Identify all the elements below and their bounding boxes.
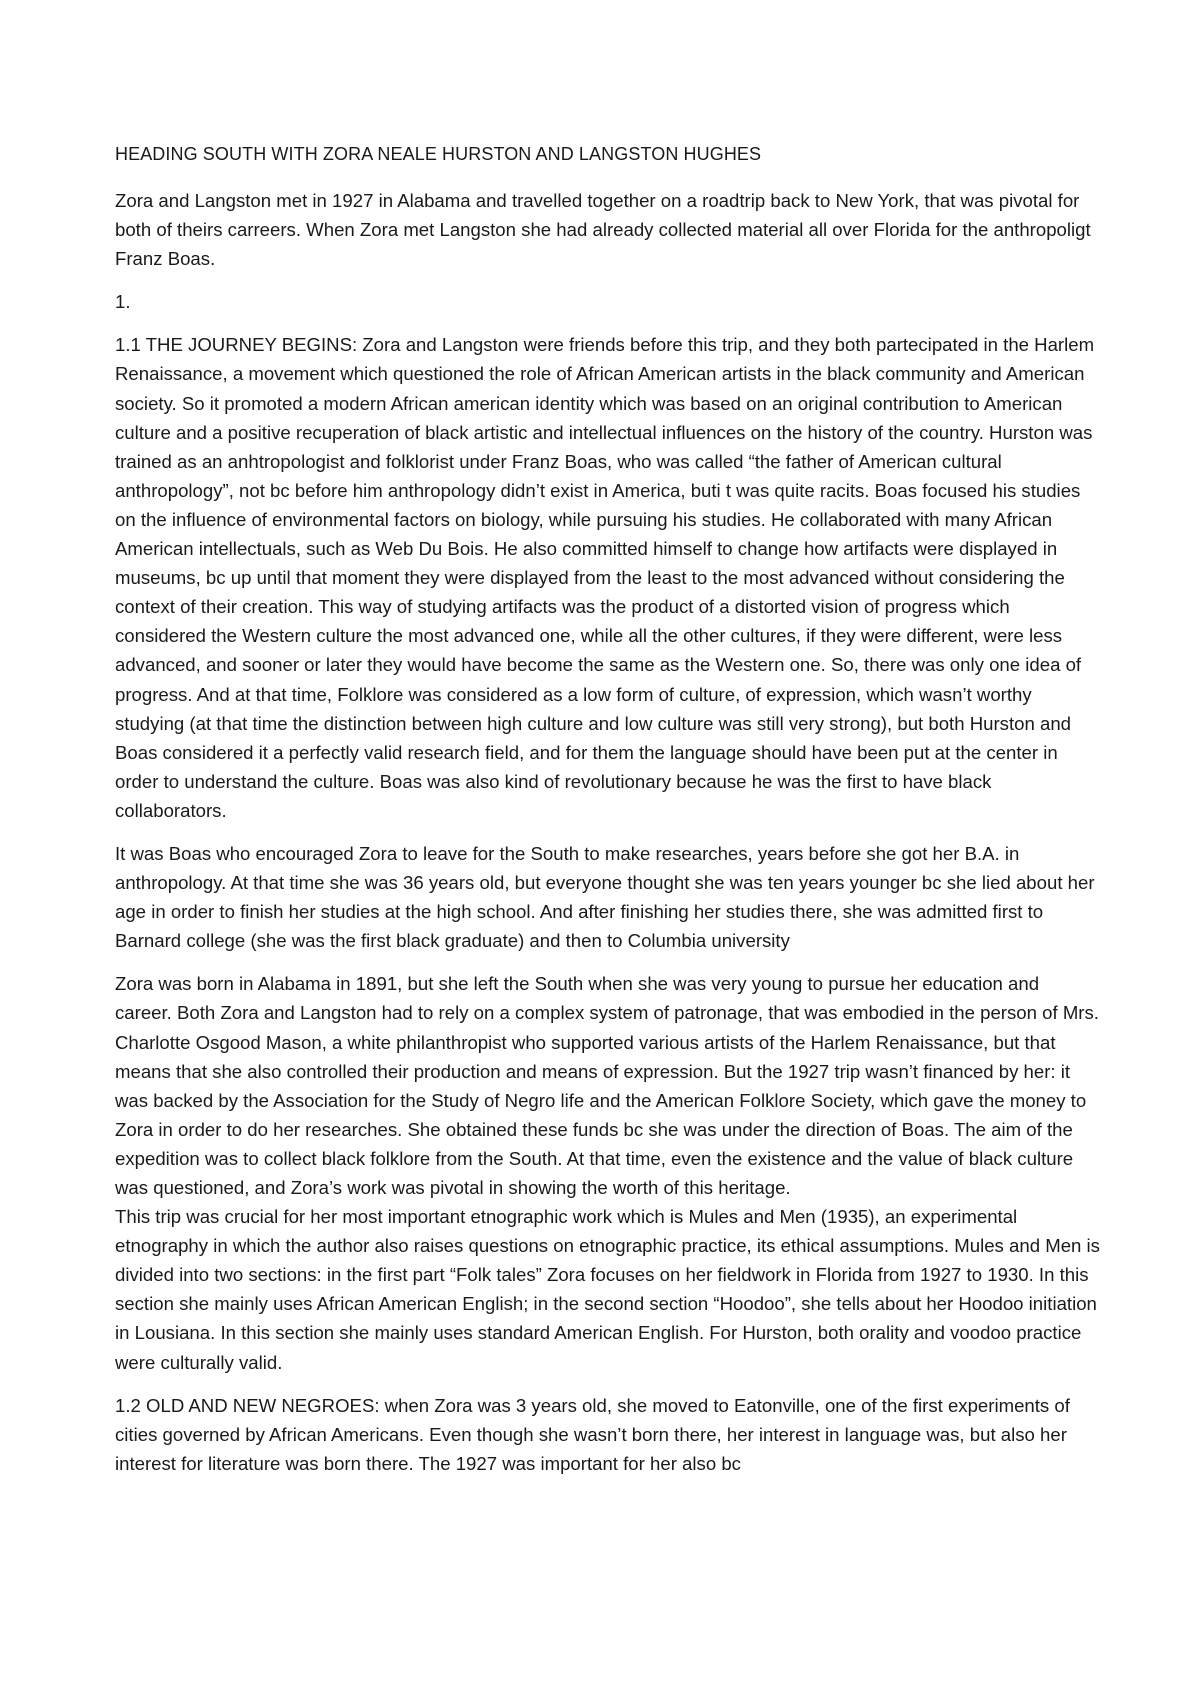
intro-paragraph: Zora and Langston met in 1927 in Alabama and travelled together on a roadtrip back to New York, that was pivotal for both of theirs carreers. When Zora met Langston she had already collected material all over Florida for the anthropoligt Franz Boas.: [115, 190, 1091, 270]
paragraph-old-and-new-negroes: 1.2 OLD AND NEW NEGROES: when Zora was 3 years old, she moved to Eatonville, one of the first experiments of cities governed by African Americans. Even though she wasn’t born there, her interest in language was, but also her interest for literature was born there. The 1927 was important for her also bc: [115, 1394, 1070, 1474]
paragraph-boas-encouraged: It was Boas who encouraged Zora to leave for the South to make researches, years before she got her B.A. in anthropology. At that time she was 36 years old, but everyone thought she was ten years younger bc she lied about her age in order to finish her studies at the high school. And after finishing her studies there, she was admitted first to Barnard college (she was the first black graduate) and then to Columbia university: [115, 842, 1095, 952]
paragraph-zora-born: Zora was born in Alabama in 1891, but she left the South when she was very young to pursue her education and career. Both Zora and Langston had to rely on a complex system of patronage, that was embodied in the person of Mrs. Charlotte Osgood Mason, a white philanthropist who supported various artists of the Harlem Renaissance, but that means that she also controlled their production and means of expression. But the 1927 trip wasn’t financed by her: it was backed by the Association for the Study of Negro life and the American Folklore Society, which gave the money to Zora in order to do her researches. She obtained these funds bc she was under the direction of Boas. The aim of the expedition was to collect black folklore from the South. At that time, even the existence and the value of black culture was questioned, and Zora’s work was pivotal in showing the worth of this heritage.: [115, 973, 1099, 1198]
section-number: 1.: [115, 291, 131, 313]
paragraph-mules-and-men: This trip was crucial for her most important etnographic work which is Mules and Men (1935), an experimental etnography in which the author also raises questions on etnographic practice, its ethical assumptions. Mules and Men is divided into two sections: in the first part “Folk tales” Zora focuses on her fieldwork in Florida from 1927 to 1930. In this section she mainly uses African American English; in the second section “Hoodoo”, she tells about her Hoodoo initiation in Lousiana. In this section she mainly uses standard American English. For Hurston, both orality and voodoo practice were culturally valid.: [115, 1206, 1100, 1373]
document-title: HEADING SOUTH WITH ZORA NEALE HURSTON AND LANGSTON HUGHES: [115, 144, 762, 164]
paragraph-journey-begins: 1.1 THE JOURNEY BEGINS: Zora and Langston were friends before this trip, and they both partecipated in the Harlem Renaissance, a movement which questioned the role of African American artists in the black community and American society. So it promoted a modern African american identity which was based on an original contribution to American culture and a positive recuperation of black artistic and intellectual influences on the history of the country. Hurston was trained as an anhtropologist and folklorist under Franz Boas, who was called “the father of American cultural anthropology”, not bc before him anthropology didn’t exist in America, buti t was quite racits. Boas focused his studies on the influence of environmental factors on biology, while pursuing his studies. He collaborated with many African American intellectuals, such as Web Du Bois. He also committed himself to change how artifacts were displayed in museums, bc up until that moment they were displayed from the least to the most advanced without considering the context of their creation. This way of studying artifacts was the product of a distorted vision of progress which considered the Western culture the most advanced one, while all the other cultures, if they were different, were less advanced, and sooner or later they would have become the same as the Western one. So, there was only one idea of progress. And at that time, Folklore was considered as a low form of culture, of expression, which wasn’t worthy studying (at that time the distinction between high culture and low culture was still very strong), but both Hurston and Boas considered it a perfectly valid research field, and for them the language should have been put at the center in order to understand the culture. Boas was also kind of revolutionary because he was the first to have black collaborators.: [115, 334, 1095, 821]
